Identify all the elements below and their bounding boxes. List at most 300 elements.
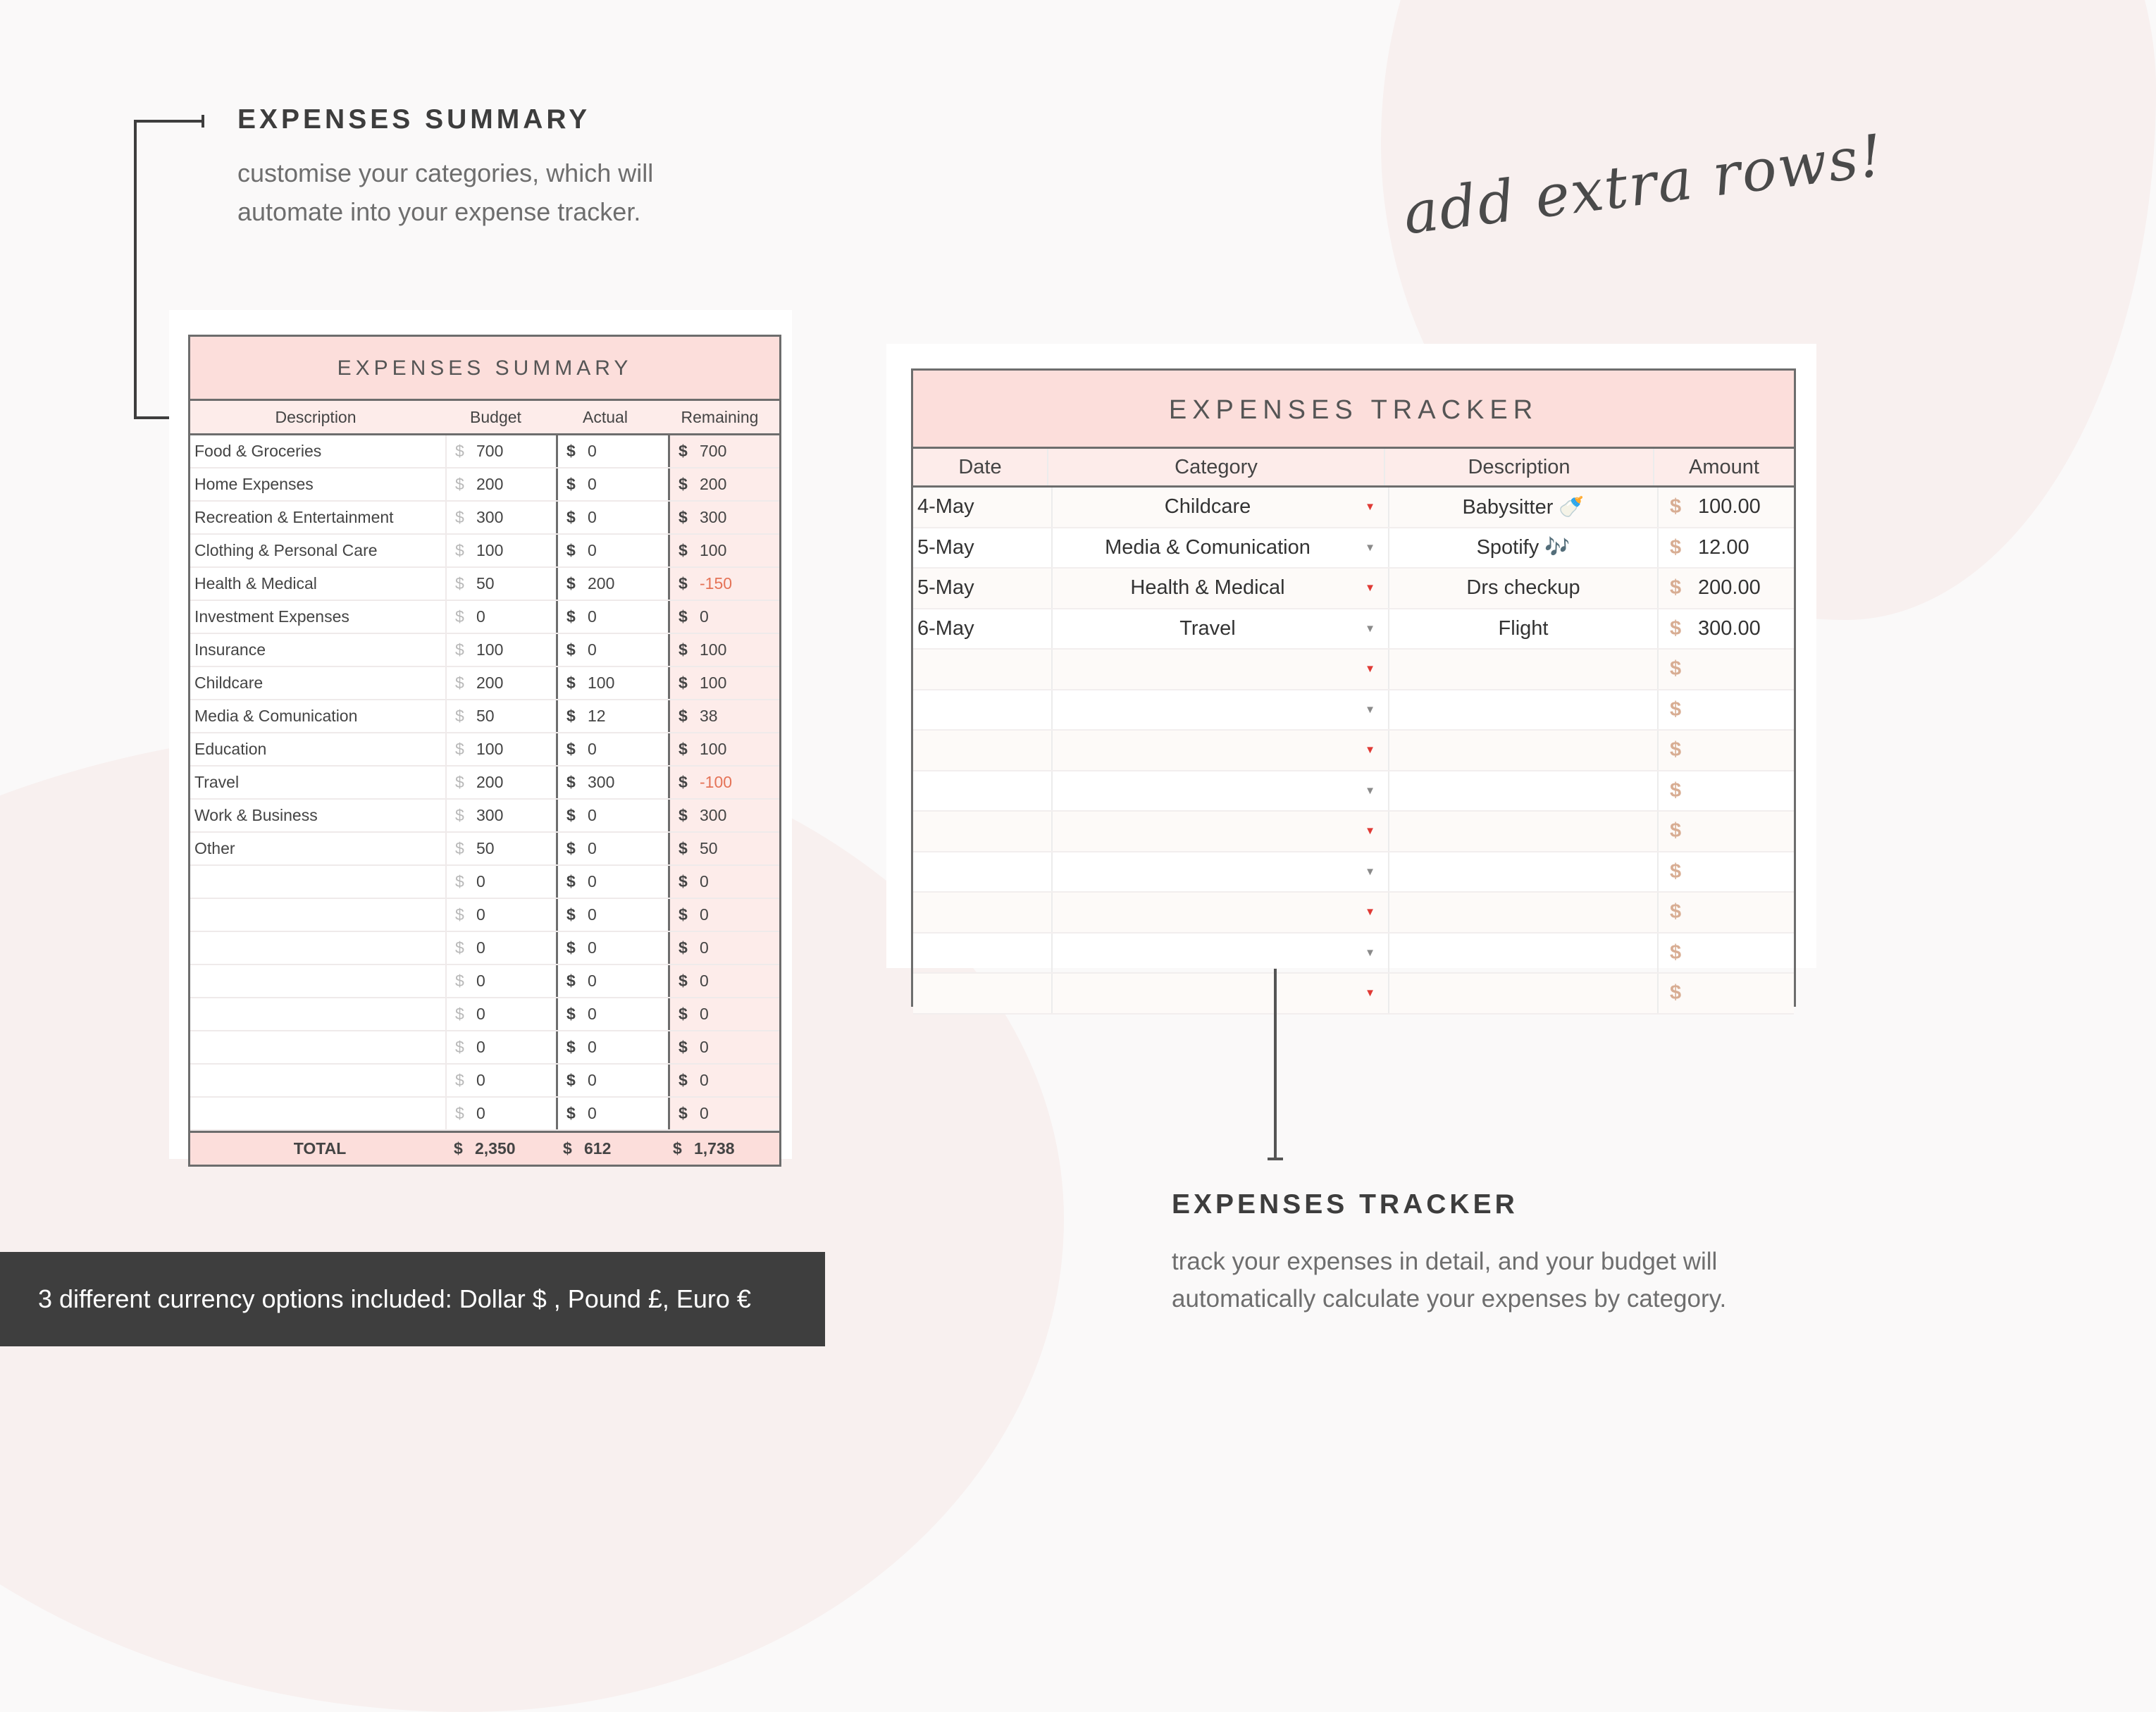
tracker-row[interactable] [913,893,1794,933]
tracker-connector-line [1274,969,1277,1159]
row-description[interactable]: Media & Comunication [190,700,447,732]
dollar-sign: $ [455,905,464,924]
dollar-sign: $ [679,607,688,626]
tracker-category-dropdown[interactable] [1053,609,1389,649]
row-remaining-cell [670,601,779,633]
tracker-amount-cell[interactable] [1659,650,1794,689]
row-actual: 0 [588,806,597,824]
tracker-date-cell[interactable] [913,771,1053,811]
dollar-sign: $ [566,1071,576,1089]
tracker-amount-cell[interactable] [1659,488,1794,527]
row-budget-cell[interactable] [447,733,558,765]
dollar-sign: $ [679,740,688,758]
row-budget-cell[interactable] [447,568,558,600]
dollar-sign: $ [679,773,688,791]
row-remaining: 0 [700,1071,709,1089]
summary-row[interactable] [190,634,779,667]
dollar-sign: $ [566,1005,576,1023]
total-actual-cell [555,1133,664,1165]
row-budget-cell[interactable] [447,767,558,798]
row-description[interactable]: Childcare [190,667,447,699]
dollar-sign: $ [455,972,464,990]
row-remaining-cell [670,469,779,500]
row-actual: 200 [588,574,615,593]
summary-row[interactable] [190,435,779,469]
row-actual-cell [558,800,670,831]
tracker-table-header [913,449,1794,488]
row-description[interactable] [190,1065,447,1096]
tracker-category-dropdown[interactable] [1053,974,1389,1013]
summary-bracket-top [134,120,204,123]
dollar-sign: $ [679,1071,688,1089]
tracker-description-cell[interactable]: Spotify 🎶 [1389,528,1659,568]
dollar-sign: $ [1670,819,1682,843]
row-actual-cell [558,502,670,533]
row-budget-cell[interactable] [447,634,558,666]
tracker-row[interactable] [913,528,1794,569]
tracker-category-dropdown[interactable] [1053,690,1389,730]
dollar-sign: $ [679,574,688,593]
row-budget-cell[interactable] [447,1065,558,1096]
dollar-sign: $ [566,938,576,957]
dollar-sign: $ [566,607,576,626]
row-remaining: -150 [700,574,733,593]
dollar-sign: $ [455,1005,464,1023]
dollar-sign: $ [679,475,688,493]
row-actual-cell [558,700,670,732]
row-description[interactable] [190,899,447,931]
dropdown-arrow-icon[interactable]: ▼ [1365,663,1375,676]
tracker-date-cell[interactable] [913,650,1053,689]
row-remaining: 0 [700,1038,709,1056]
dollar-sign: $ [679,972,688,990]
summary-table-header [190,401,779,435]
tracker-description-cell[interactable]: Babysitter 🍼 [1389,488,1659,527]
dollar-sign: $ [566,475,576,493]
row-remaining: 50 [700,839,718,857]
dollar-sign: $ [1670,657,1682,681]
tracker-row[interactable] [913,731,1794,771]
row-budget-cell[interactable] [447,800,558,831]
expenses-tracker-card [886,344,1816,1005]
dollar-sign: $ [679,1104,688,1122]
row-budget-cell[interactable] [447,469,558,500]
tracker-category-dropdown[interactable] [1053,488,1389,527]
row-remaining-cell [670,1031,779,1063]
dollar-sign: $ [1670,535,1682,559]
row-budget-cell[interactable] [447,932,558,964]
row-budget: 700 [476,442,504,460]
dollar-sign: $ [679,640,688,659]
tracker-amount-cell[interactable] [1659,974,1794,1013]
dollar-sign: $ [455,806,464,824]
tracker-date-cell[interactable] [913,690,1053,730]
tracker-row[interactable] [913,812,1794,852]
row-remaining-cell [670,502,779,533]
total-remaining-cell [664,1133,779,1165]
dropdown-arrow-icon[interactable]: ▼ [1365,825,1375,838]
tracker-amount-cell[interactable] [1659,893,1794,932]
row-description[interactable] [190,965,447,997]
summary-subtext-line2: automate into your expense tracker. [237,197,641,226]
tracker-table-title: EXPENSES TRACKER [913,371,1794,449]
tracker-description-cell[interactable] [1389,933,1659,973]
dollar-sign: $ [455,574,464,593]
row-description[interactable] [190,1031,447,1063]
tracker-description-cell[interactable] [1389,852,1659,892]
summary-row[interactable] [190,1031,779,1065]
row-remaining-cell [670,767,779,798]
tracker-date-cell[interactable]: 5-May [913,569,1053,608]
summary-row[interactable] [190,866,779,899]
row-actual: 0 [588,541,597,559]
row-description[interactable]: Education [190,733,447,765]
row-remaining: 100 [700,674,727,692]
dollar-sign: $ [1670,616,1682,640]
row-description[interactable]: Food & Groceries [190,435,447,467]
tracker-subtext-line1: track your expenses in detail, and your budget will [1172,1248,1718,1275]
dollar-sign: $ [566,1104,576,1122]
summary-row[interactable] [190,601,779,634]
dollar-sign: $ [679,1005,688,1023]
dollar-sign: $ [679,905,688,924]
row-remaining-cell [670,899,779,931]
dropdown-arrow-icon[interactable]: ▼ [1365,906,1375,919]
dollar-sign: $ [1670,779,1682,802]
tracker-description-cell[interactable] [1389,893,1659,932]
summary-row[interactable] [190,469,779,502]
row-budget-cell[interactable] [447,667,558,699]
tracker-row[interactable] [913,974,1794,1015]
total-label: TOTAL [293,1139,347,1158]
total-budget: 2,350 [475,1139,516,1158]
summary-row[interactable] [190,965,779,998]
summary-row[interactable] [190,667,779,700]
summary-row[interactable] [190,998,779,1031]
dollar-sign: $ [566,905,576,924]
summary-row[interactable] [190,800,779,833]
tracker-row[interactable] [913,852,1794,893]
total-budget-cell [445,1133,555,1165]
tracker-subtext-line2: automatically calculate your expenses by category. [1172,1285,1727,1313]
tracker-amount-cell[interactable] [1659,609,1794,649]
row-budget: 0 [476,1005,485,1023]
row-remaining-cell [670,634,779,666]
dollar-sign: $ [1670,860,1682,883]
row-actual-cell [558,1031,670,1063]
row-remaining-cell [670,700,779,732]
row-remaining-cell [670,733,779,765]
row-remaining: 0 [700,872,709,891]
dollar-sign: $ [455,839,464,857]
dropdown-arrow-icon[interactable]: ▼ [1365,541,1375,554]
row-actual: 0 [588,972,597,990]
tracker-row[interactable] [913,690,1794,731]
expenses-summary-table [188,335,781,1167]
row-remaining: 300 [700,508,727,526]
row-budget-cell[interactable] [447,700,558,732]
dollar-sign: $ [1670,981,1682,1005]
row-budget-cell[interactable] [447,965,558,997]
row-remaining: 100 [700,640,727,659]
row-budget: 50 [476,839,495,857]
row-budget-cell[interactable] [447,601,558,633]
tracker-amount-cell[interactable] [1659,933,1794,973]
row-remaining: 100 [700,541,727,559]
row-remaining: 38 [700,707,718,725]
row-description[interactable]: Home Expenses [190,469,447,500]
row-budget-cell[interactable] [447,899,558,931]
row-actual-cell [558,469,670,500]
summary-row[interactable] [190,833,779,866]
tracker-header-amount: Amount [1689,455,1759,478]
tracker-date-cell[interactable] [913,974,1053,1013]
summary-bracket-vertical [134,120,137,419]
dollar-sign: $ [455,475,464,493]
dollar-sign: $ [679,442,688,460]
tracker-amount-value: 100.00 [1698,495,1761,519]
tracker-amount-cell[interactable] [1659,812,1794,851]
row-actual: 100 [588,674,615,692]
tracker-category-dropdown[interactable] [1053,771,1389,811]
dollar-sign: $ [1670,900,1682,924]
dollar-sign: $ [1670,941,1682,964]
tracker-date-cell[interactable] [913,852,1053,892]
row-actual-cell [558,1098,670,1129]
summary-row[interactable] [190,535,779,568]
dollar-sign: $ [1670,495,1682,519]
row-description[interactable]: Insurance [190,634,447,666]
dollar-sign: $ [455,442,464,460]
dollar-sign: $ [566,674,576,692]
dollar-sign: $ [563,1139,572,1158]
row-description[interactable]: Clothing & Personal Care [190,535,447,566]
summary-row[interactable] [190,502,779,535]
tracker-table-body [913,488,1794,1015]
dollar-sign: $ [455,1104,464,1122]
dollar-sign: $ [566,740,576,758]
dollar-sign: $ [455,707,464,725]
dollar-sign: $ [455,872,464,891]
tracker-amount-cell[interactable] [1659,569,1794,608]
dollar-sign: $ [566,773,576,791]
row-remaining: 700 [700,442,727,460]
row-actual-cell [558,899,670,931]
row-description[interactable]: Investment Expenses [190,601,447,633]
dollar-sign: $ [679,707,688,725]
row-budget-cell[interactable] [447,998,558,1030]
tracker-description-cell[interactable] [1389,812,1659,851]
tracker-amount-cell[interactable] [1659,852,1794,892]
tracker-amount-cell[interactable] [1659,690,1794,730]
add-extra-rows-note: add extra rows! [1399,122,1888,248]
row-remaining-cell [670,800,779,831]
row-remaining-cell [670,568,779,600]
row-actual: 0 [588,938,597,957]
tracker-category-dropdown[interactable] [1053,731,1389,770]
tracker-description-cell[interactable] [1389,690,1659,730]
row-budget: 0 [476,1071,485,1089]
summary-table-body [190,435,779,1131]
tracker-description-cell[interactable] [1389,974,1659,1013]
tracker-description-cell[interactable] [1389,650,1659,689]
dollar-sign: $ [566,806,576,824]
dollar-sign: $ [1670,738,1682,762]
summary-row[interactable] [190,700,779,733]
dollar-sign: $ [455,607,464,626]
row-budget: 300 [476,508,504,526]
dollar-sign: $ [566,872,576,891]
currency-banner-text: 3 different currency options included: Dollar $ , Pound £, Euro € [38,1284,751,1313]
row-budget-cell[interactable] [447,535,558,566]
dollar-sign: $ [455,1071,464,1089]
tracker-category-dropdown[interactable] [1053,569,1389,608]
tracker-row[interactable] [913,933,1794,974]
row-budget-cell[interactable] [447,833,558,864]
tracker-category-dropdown[interactable] [1053,893,1389,932]
tracker-category-dropdown[interactable] [1053,812,1389,851]
tracker-date-cell[interactable] [913,731,1053,770]
row-budget: 0 [476,872,485,891]
row-actual-cell [558,1065,670,1096]
row-description[interactable] [190,866,447,898]
row-actual: 12 [588,707,606,725]
row-budget-cell[interactable] [447,1098,558,1129]
row-remaining: 0 [700,607,709,626]
row-remaining: 100 [700,740,727,758]
row-description[interactable]: Travel [190,767,447,798]
tracker-date-cell[interactable] [913,893,1053,932]
tracker-row[interactable] [913,609,1794,650]
tracker-header-date: Date [913,449,1048,485]
row-budget: 0 [476,905,485,924]
tracker-category-dropdown[interactable] [1053,528,1389,568]
tracker-description-cell[interactable] [1389,731,1659,770]
tracker-row[interactable] [913,771,1794,812]
row-description[interactable]: Work & Business [190,800,447,831]
row-actual-cell [558,535,670,566]
dollar-sign: $ [455,640,464,659]
tracker-row[interactable] [913,569,1794,609]
row-actual: 0 [588,1005,597,1023]
tracker-category-value: Media & Comunication [1105,535,1311,559]
summary-header-budget: Budget [470,407,521,426]
row-actual-cell [558,833,670,864]
row-remaining-cell [670,833,779,864]
dollar-sign: $ [566,972,576,990]
dollar-sign: $ [679,541,688,559]
tracker-category-dropdown[interactable] [1053,852,1389,892]
row-actual: 0 [588,442,597,460]
tracker-date-cell[interactable]: 6-May [913,609,1053,649]
tracker-date-cell[interactable]: 5-May [913,528,1053,568]
row-description[interactable] [190,1098,447,1129]
tracker-amount-cell[interactable] [1659,771,1794,811]
row-description[interactable] [190,998,447,1030]
row-budget: 0 [476,1104,485,1122]
dropdown-arrow-icon[interactable]: ▼ [1365,865,1375,878]
dropdown-arrow-icon[interactable]: ▼ [1365,622,1375,635]
row-actual: 0 [588,1104,597,1122]
row-remaining: 200 [700,475,727,493]
row-budget: 300 [476,806,504,824]
summary-row[interactable] [190,733,779,767]
tracker-description-cell[interactable]: Drs checkup [1389,569,1659,608]
row-actual: 0 [588,607,597,626]
summary-table-title-text: EXPENSES SUMMARY [337,356,633,380]
row-budget: 0 [476,972,485,990]
row-description[interactable]: Other [190,833,447,864]
summary-row[interactable] [190,899,779,932]
summary-header-actual: Actual [583,407,628,426]
row-remaining-cell [670,535,779,566]
tracker-amount-cell[interactable] [1659,731,1794,770]
dropdown-arrow-icon[interactable]: ▼ [1365,946,1375,959]
tracker-date-cell[interactable] [913,933,1053,973]
row-remaining: 0 [700,1104,709,1122]
tracker-category-dropdown[interactable] [1053,650,1389,689]
summary-row[interactable] [190,568,779,601]
row-actual: 300 [588,773,615,791]
summary-row[interactable] [190,1065,779,1098]
summary-table-title [190,337,779,401]
tracker-description-cell[interactable] [1389,771,1659,811]
tracker-heading: EXPENSES TRACKER [1172,1189,1518,1220]
tracker-row[interactable] [913,650,1794,690]
dropdown-arrow-icon[interactable]: ▼ [1365,582,1375,595]
row-budget: 50 [476,707,495,725]
tracker-category-value: Childcare [1164,495,1251,519]
row-budget-cell[interactable] [447,866,558,898]
row-budget-cell[interactable] [447,435,558,467]
summary-row[interactable] [190,932,779,965]
tracker-category-value: Health & Medical [1130,576,1285,600]
row-budget-cell[interactable] [447,502,558,533]
summary-bracket-tick [202,115,204,128]
row-budget: 0 [476,1038,485,1056]
row-actual: 0 [588,475,597,493]
summary-row[interactable] [190,767,779,800]
row-budget: 100 [476,740,504,758]
row-remaining: 0 [700,938,709,957]
row-budget-cell[interactable] [447,1031,558,1063]
row-remaining-cell [670,435,779,467]
tracker-header-category: Category [1048,449,1385,485]
row-budget: 50 [476,574,495,593]
dropdown-arrow-icon[interactable]: ▼ [1365,501,1375,514]
row-description[interactable] [190,932,447,964]
dropdown-arrow-icon[interactable]: ▼ [1365,784,1375,797]
dropdown-arrow-icon[interactable]: ▼ [1365,744,1375,757]
tracker-description-cell[interactable]: Flight [1389,609,1659,649]
dropdown-arrow-icon[interactable]: ▼ [1365,703,1375,716]
tracker-amount-cell[interactable] [1659,528,1794,568]
summary-total-row [190,1131,779,1165]
total-remaining: 1,738 [694,1139,735,1158]
tracker-category-value: Travel [1179,616,1236,640]
tracker-date-cell[interactable]: 4-May [913,488,1053,527]
row-budget: 0 [476,938,485,957]
tracker-category-dropdown[interactable] [1053,933,1389,973]
dollar-sign: $ [1670,576,1682,600]
row-description[interactable]: Health & Medical [190,568,447,600]
dollar-sign: $ [566,442,576,460]
tracker-row[interactable] [913,488,1794,528]
row-description[interactable]: Recreation & Entertainment [190,502,447,533]
tracker-date-cell[interactable] [913,812,1053,851]
dropdown-arrow-icon[interactable]: ▼ [1365,987,1375,1000]
summary-row[interactable] [190,1098,779,1131]
